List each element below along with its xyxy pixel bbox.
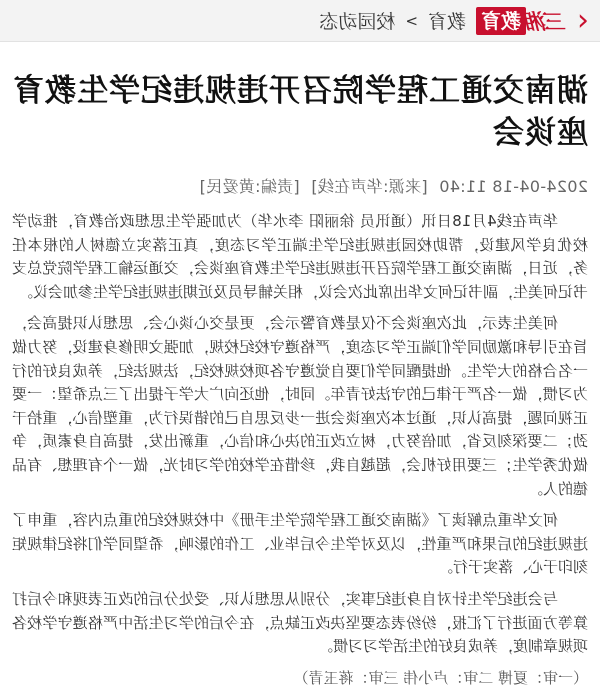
article-editor: [责编:黄爱民] [199, 177, 300, 196]
chevron-left-icon[interactable]: ‹ [577, 2, 589, 38]
top-nav-bar [0, 0, 600, 42]
article-title: 湖南交通工程学院召开违规违纪学生教育座谈会 [12, 73, 588, 151]
breadcrumb-separator: > [405, 11, 418, 30]
breadcrumb-item-education[interactable]: 教育 [427, 11, 466, 33]
logo-script-text: 三湘 [528, 8, 566, 34]
article-paragraph: 何文华重点解读了《湖南交通工程学院学生手册》中校规校纪的重点内容，重申了违规违纪的后果和严重性，以及对学生今后毕业、工作的影响，希望同学们将纪律规矩刻印于心、落实于行。 [12, 511, 588, 577]
article-source: [来源:华声在线] [311, 177, 428, 196]
article-body [12, 210, 588, 698]
breadcrumb-item-campus-news[interactable]: 校园动态 [319, 11, 396, 33]
article-meta [12, 174, 588, 197]
article-paragraph: 何美生表示，此次座谈会不仅是教育警示会，更是交心谈心会、思想认识提高会，旨在引导和激励同学们端正学习态度，严格遵守校纪校规，加强文明修身建设，努力做一名合格的大学生。他提醒同学们要自觉遵守各项校规校纪，法规法纪，养成良好的行为习惯，做一名严于律己的守法好青年。同时，他还向广大学子提出了三点希望：一要正视问题，提高认识，通过本次座谈会进一步反思自己的错误行为，重塑信心，重拾干劲；二要深刻反省，加倍努力，树立改正的决心和信心，重新出发，提高自身素质，争做优秀学生；三要用好机会，超越自我，珍惜在学校的学习时光，做一个有理想、有品德的人。 [12, 314, 588, 498]
site-logo[interactable] [476, 0, 566, 42]
article-paragraph: 与会违纪学生针对自身违纪事实，分别从思想认识、受处分后的改正表现和今后打算等方面进行了汇报，纷纷表态要坚决改正缺点，在今后的学习生活中严格遵守学校各项规章制度，养成良好的生活学习习惯。 [12, 589, 588, 656]
publish-date: 2024-04-18 11:40 [439, 177, 588, 196]
review-editors: （一审：夏博 二审：卢小伟 三审：蒋玉青） [293, 668, 588, 687]
breadcrumb [319, 7, 466, 34]
logo-box-text: 教育 [476, 7, 526, 35]
article-paragraph: 华声在线4月18日讯（通讯员 徐丽阳 李水华）为加强学生思想政治教育，推动学校优良学风建设，帮助校园违规违纪学生端正学习态度，真正落实立德树人的根本任务，近日，湖南交通工程学院召开违规违纪学生教育座谈会，交通运输工程学院党总支书记何美生，副书记何文华出席此次会议，相关辅导员及近期违规违纪学生参加会议。 [12, 212, 588, 301]
